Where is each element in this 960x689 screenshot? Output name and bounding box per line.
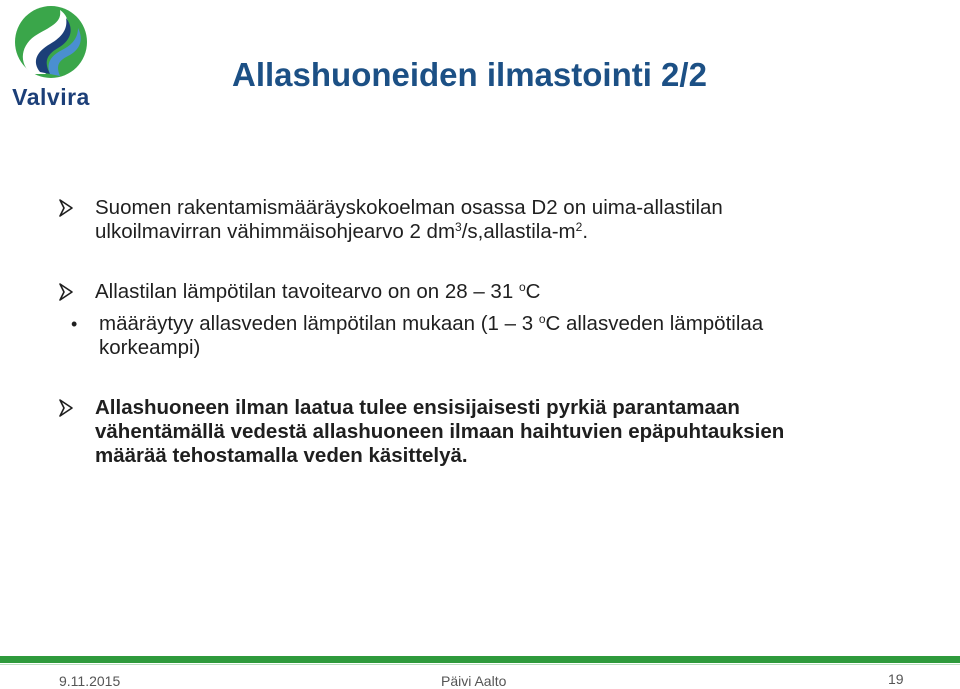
bullet-text-line: ulkoilmavirran vähimmäisohjearvo 2 $dm^3/s,allastila-m^2$. (95, 220, 589, 243)
bullet-text-line: vähentämällä vedestä allashuoneen ilmaan haihtuvien epäpuhtauksien (95, 420, 785, 443)
bullet-text-line: Suomen rakentamismääräyskokoelman osassa D2 on uima-allastilan (95, 196, 723, 219)
bullet-text-line: määrää tehostamalla veden käsittelyä. (95, 444, 468, 467)
arrow-bullet-icon (58, 198, 74, 218)
footer-divider (0, 656, 960, 663)
sub-bullet-text-line: määräytyy allasveden lämpötilan mukaan (1 – 3 $^o$C allasveden lämpötilaa (99, 312, 764, 335)
bullet-item (58, 280, 928, 304)
slide-title: Allashuoneiden ilmastointi 2/2 (232, 56, 707, 93)
bullet-text-line: Allashuoneen ilman laatua tulee ensisijaisesti pyrkiä parantamaan (95, 396, 740, 419)
bullet-text-line: Allastilan lämpötilan tavoitearvo on on 28 – 31 $^o$C (95, 280, 541, 303)
valvira-logo (10, 4, 92, 108)
sub-bullet-text-line: korkeampi) (99, 336, 201, 359)
dot-bullet-icon: • (71, 314, 78, 334)
footer-author: Päivi Aalto (441, 673, 507, 689)
footer-date: 9.11.2015 (59, 673, 121, 689)
arrow-bullet-icon (58, 282, 74, 302)
logo-text: Valvira (12, 84, 90, 110)
bullet-item (58, 196, 928, 244)
footer-divider-thin (0, 664, 960, 665)
slide-content (58, 196, 928, 468)
page-number: 19 (888, 671, 904, 687)
valvira-logo-icon (10, 4, 92, 84)
sub-bullet-item (21, 312, 928, 360)
bullet-item (58, 396, 928, 468)
arrow-bullet-icon (58, 398, 74, 418)
